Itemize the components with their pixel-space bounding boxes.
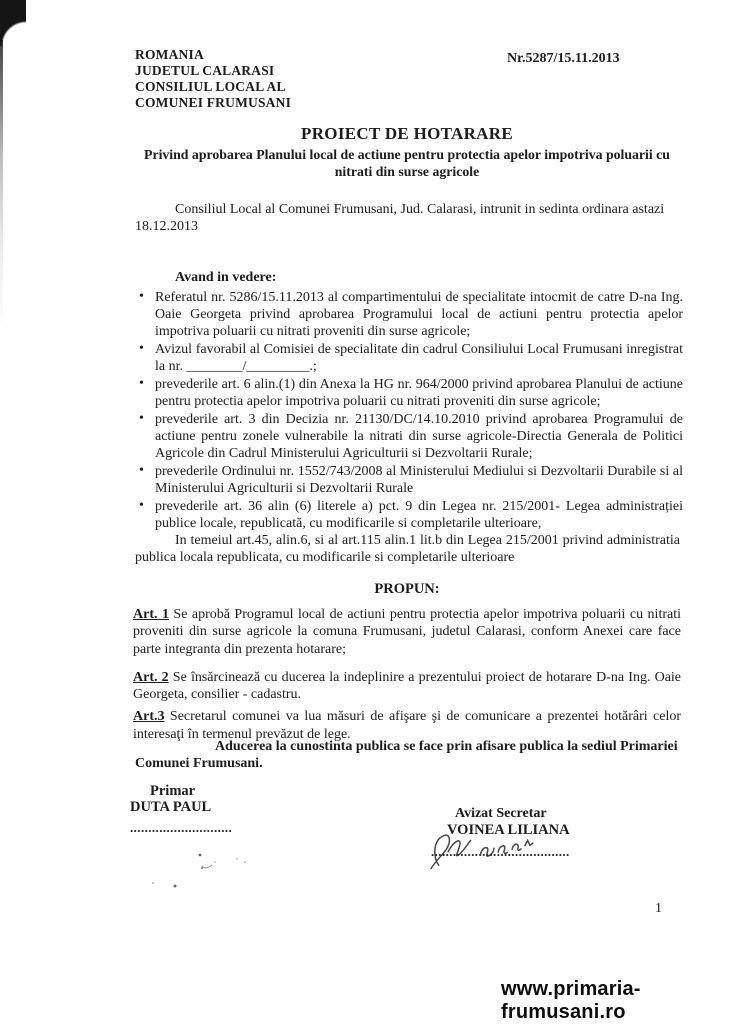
legal-basis-paragraph: In temeiul art.45, alin.6, si al art.115 alin.1 lit.b din Legea 215/2001 privind administratia publica locala republicata, cu modificarile si completarile ulterioare (135, 533, 680, 565)
considering-heading: Avand in vedere: (175, 270, 277, 285)
session-date: 18.12.2013 (135, 219, 198, 234)
article-2-text: Se însărcinează cu ducerea la indeplinire a prezentului proiect de hotarare D-na Ing. Oaie Georgeta, consilier - cadastru. (133, 669, 682, 703)
mayor-role-label: Primar (150, 783, 196, 799)
intro-paragraph (135, 201, 680, 235)
document-subtitle (133, 147, 681, 180)
scan-edge-artifact (0, 40, 3, 330)
considering-list (135, 289, 683, 532)
handwritten-signature-icon (423, 822, 575, 874)
considering-item: • Avizul favorabil al Comisiei de specialitate din cadrul Consiliului Local Frumusani inregistrat la nr. ________/_________.; (155, 341, 683, 375)
considering-item: • prevederile art. 6 alin.(1) din Anexa la HG nr. 964/2000 privind aprobarea Planului de actiune pentru protectia apelor impotriva poluarii cu nitrati proveniti din surse agricole; (155, 376, 683, 410)
document-registration-number: Nr.5287/15.11.2013 (507, 51, 620, 66)
page-number: 1 (655, 901, 662, 916)
pencil-mark-artifacts (145, 845, 255, 895)
resolution-heading: PROPUN: (374, 581, 440, 597)
article-3-text: Secretarul comunei va lua măsuri de afişare şi de comunicare a prezentei hotărâri celor interesaţi în termenul prevăzut de lege. (133, 709, 682, 742)
article-1 (133, 606, 681, 658)
scan-corner-artifact (0, 0, 26, 46)
publication-note-line-1: Aducerea la cunostinta publica se face prin afisare publica la sediul Primariei (215, 739, 678, 754)
considering-item: • prevederile art. 3 din Decizia nr. 21130/DC/14.10.2010 privind aprobarea Programului de actiune pentru zonele vulnerabile la nitrati din surse agricole-Directia Generala de Politici Agricole din Cadrul Ministerului Agriculturii si Dezvoltarii Rurale; (155, 411, 683, 462)
subtitle-line-1: Privind aprobarea Planului local de actiune pentru protectia apelor impotriva poluarii cu (144, 147, 670, 162)
authority-line-commune: COMUNEI FRUMUSANI (135, 95, 292, 110)
authority-line-council: CONSILIUL LOCAL AL (135, 79, 286, 94)
considering-section (135, 269, 683, 533)
considering-item: • prevederile Ordinului nr. 1552/743/2008 al Ministerului Mediului si Dezvoltarii Durabile si al Ministerului Agriculturii si Dezvoltarii Rurale (155, 463, 683, 497)
article-1-text: Se aprobă Programul local de actiuni pentru protectia apelor impotriva poluarii cu nitrati proveniti din surse agricole la comuna Frumusani, judetul Calarasi, conform Anexei care face parte integranta din prezenta hotarare; (133, 607, 681, 657)
articles-section (133, 606, 681, 743)
publication-note-line-2: Comunei Frumusani. (135, 755, 263, 771)
mayor-name: DUTA PAUL (130, 799, 212, 815)
publication-note (135, 739, 680, 772)
article-2-label: Art. 2 (133, 669, 169, 685)
authority-line-county: JUDETUL CALARASI (135, 63, 275, 78)
secretary-signature-line: ...................................... (431, 844, 570, 859)
considering-item: • prevederile art. 36 alin (6) literele a) pct. 9 din Legea nr. 215/2001- Legea administrației publice locale, republicată, cu modificarile si completarile ulterioare, (155, 498, 683, 532)
issuing-authority-block (135, 47, 291, 111)
authority-line-country: ROMANIA (135, 47, 204, 62)
article-3-label: Art.3 (133, 709, 165, 725)
signature-block-mayor (130, 783, 232, 836)
document-title: PROIECT DE HOTARARE (301, 124, 513, 143)
article-2 (133, 669, 681, 704)
considering-item: • Referatul nr. 5286/15.11.2013 al compartimentului de specialitate intocmit de catre D-na Ing. Oaie Georgeta privind aprobarea Programului local de actiuni pentru protectia apelor impotriva poluarii cu nitrati proveniti din surse agricole; (155, 289, 683, 340)
article-3 (133, 708, 681, 743)
secretary-role-label: Avizat Secretar (455, 806, 547, 821)
article-1-label: Art. 1 (133, 607, 169, 622)
website-watermark: www.primaria-frumusani.ro (501, 978, 641, 1023)
mayor-signature-line: ............................ (130, 820, 233, 835)
intro-text: Consiliul Local al Comunei Frumusani, Jud. Calarasi, intrunit in sedinta ordinara astazi (175, 202, 665, 217)
subtitle-line-2: nitrati din surse agricole (334, 163, 480, 179)
secretary-name: VOINEA LILIANA (447, 822, 570, 838)
title-block (133, 124, 681, 180)
